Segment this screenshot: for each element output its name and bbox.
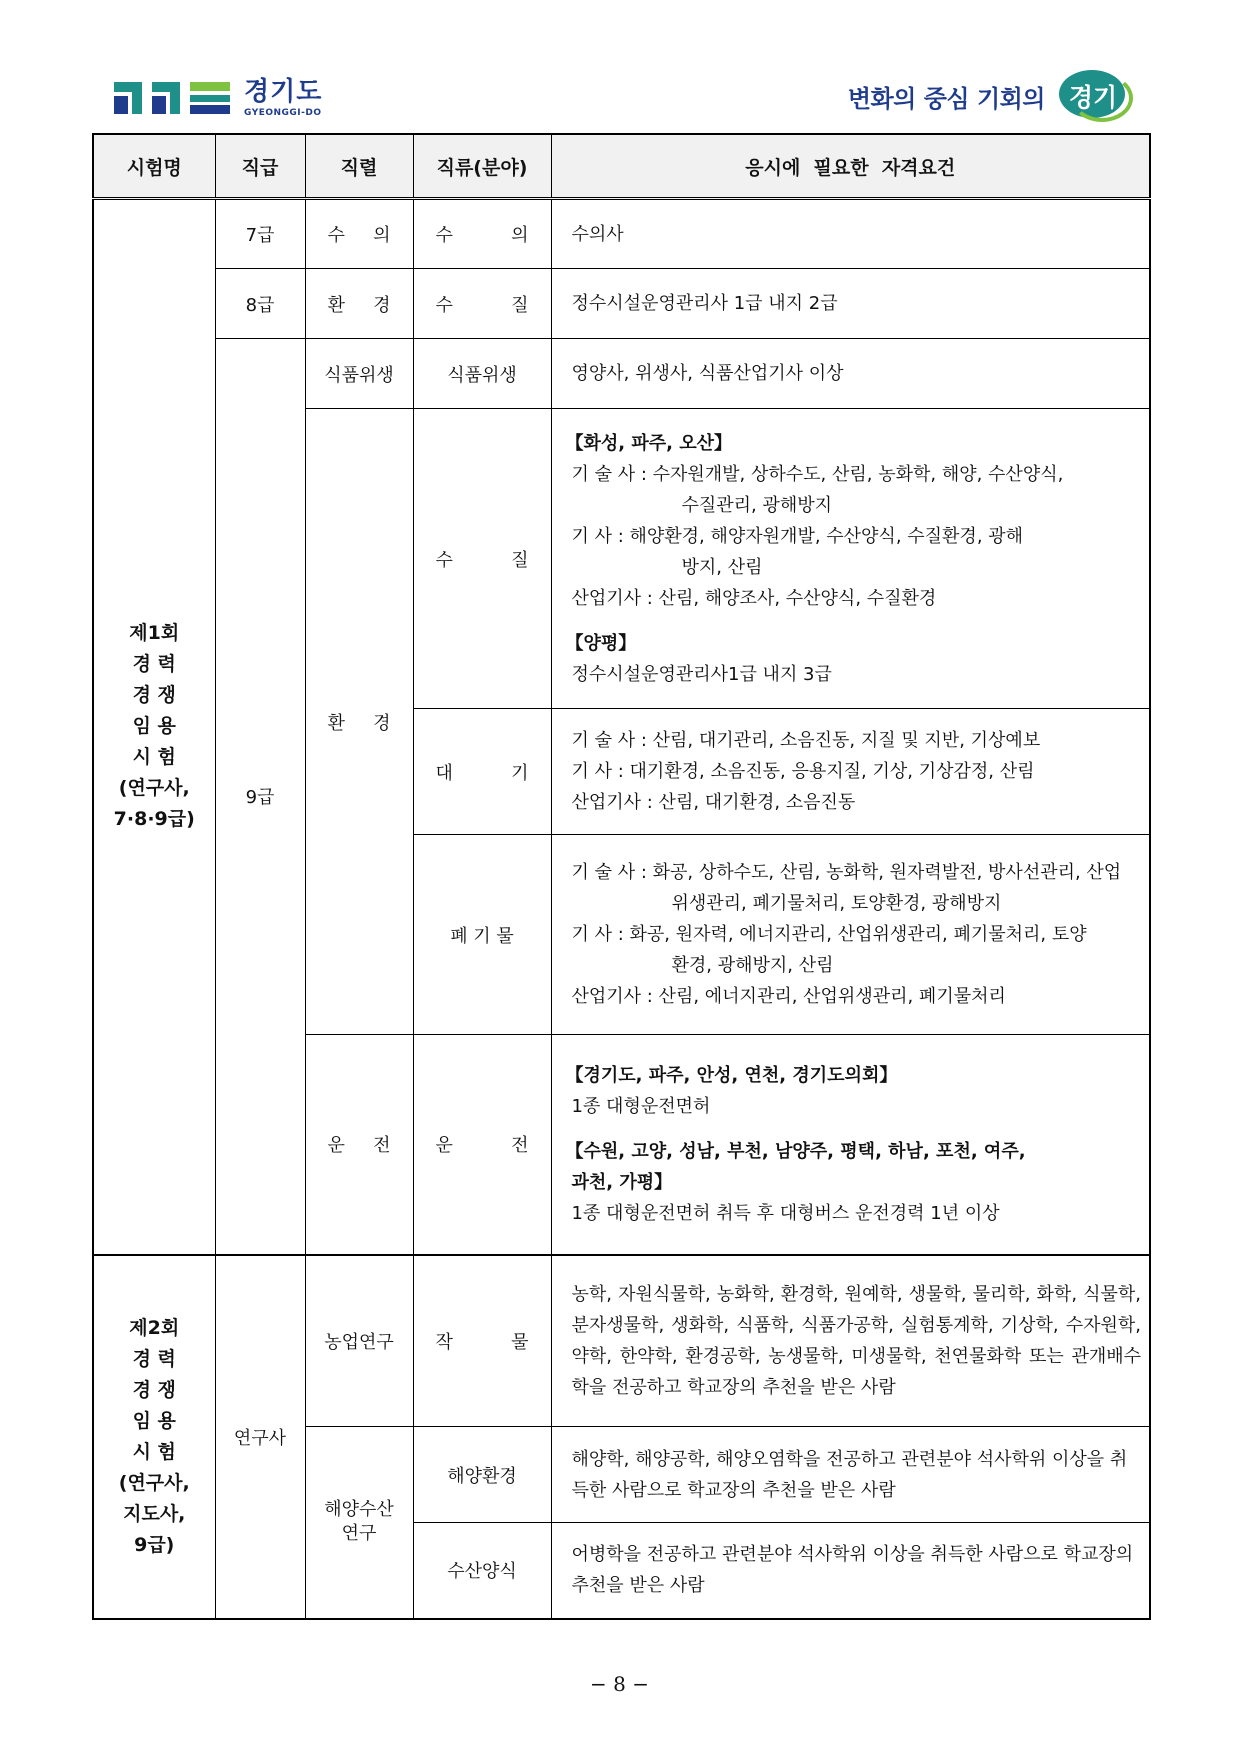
requirement-cell: 【경기도, 파주, 안성, 연천, 경기도의회】 1종 대형운전면허 【수원, 고양, 성남, 부천, 남양주, 평택, 하남, 포천, 여주, 과천, 가평】 1종 대형운전면허 취득 후 대형버스 운전경력 1년 이상	[551, 1035, 1150, 1255]
slogan-badge	[1051, 68, 1135, 124]
series-cell: 해양수산 연구	[305, 1427, 413, 1619]
series-cell: 식품위생	[305, 339, 413, 409]
requirement-cell: 【화성, 파주, 오산】 기 술 사 : 수자원개발, 상하수도, 산림, 농화학, 해양, 수산양식, 수질관리, 광해방지 기 사 : 해양환경, 해양자원개발, 수산양식, 수질환경, 광해 방지, 산림 산업기사 : 산림, 해양조사, 수산양식, 수질환경 【양평】 정수시설운영관리사1급 내지 3급	[551, 409, 1150, 709]
table-row	[93, 1255, 1150, 1427]
branch-cell: 운 전	[413, 1035, 551, 1255]
series-cell: 운 전	[305, 1035, 413, 1255]
branch-cell: 작 물	[413, 1255, 551, 1427]
header-requirements: 응시에 필요한 자격요건	[551, 134, 1150, 199]
gyeonggi-logo-icon	[112, 74, 232, 122]
requirement-cell: 수의사	[551, 199, 1150, 269]
series-cell: 환 경	[305, 409, 413, 1035]
slogan	[848, 68, 1135, 124]
series-cell: 농업연구	[305, 1255, 413, 1427]
logo-korean-text: 경기도	[244, 77, 323, 107]
branch-cell: 수 의	[413, 199, 551, 269]
page-number: − 8 −	[590, 1672, 649, 1696]
slogan-text: 변화의 중심 기회의	[847, 84, 1045, 113]
table-header-row	[93, 134, 1150, 199]
grade-cell: 7급	[215, 199, 305, 269]
branch-cell: 대 기	[413, 709, 551, 835]
series-cell: 수 의	[305, 199, 413, 269]
requirement-cell: 해양학, 해양공학, 해양오염학을 전공하고 관련분야 석사학위 이상을 취득한 사람으로 학교장의 추천을 받은 사람	[551, 1427, 1150, 1523]
grade-cell: 연구사	[215, 1255, 305, 1619]
exam-name-2: 제2회 경 력 경 쟁 임 용 시 험 (연구사, 지도사, 9급)	[93, 1255, 215, 1619]
table-row	[93, 199, 1150, 269]
requirement-cell: 기 술 사 : 산림, 대기관리, 소음진동, 지질 및 지반, 기상예보 기 사 : 대기환경, 소음진동, 응용지질, 기상, 기상감정, 산림 산업기사 : 산림, 대기환경, 소음진동	[551, 709, 1150, 835]
branch-cell: 수 질	[413, 269, 551, 339]
table-row	[93, 339, 1150, 409]
header-series: 직렬	[305, 134, 413, 199]
header-grade: 직급	[215, 134, 305, 199]
branch-cell: 폐 기 물	[413, 835, 551, 1035]
branch-cell: 식품위생	[413, 339, 551, 409]
requirement-cell: 영양사, 위생사, 식품산업기사 이상	[551, 339, 1150, 409]
requirement-cell: 기 술 사 : 화공, 상하수도, 산림, 농화학, 원자력발전, 방사선관리, 산업 위생관리, 폐기물처리, 토양환경, 광해방지 기 사 : 화공, 원자력, 에너지관리, 산업위생관리, 폐기물처리, 토양 환경, 광해방지, 산림 산업기사 : 산림, 에너지관리, 산업위생관리, 폐기물처리	[551, 835, 1150, 1035]
requirement-cell: 어병학을 전공하고 관련분야 석사학위 이상을 취득한 사람으로 학교장의 추천을 받은 사람	[551, 1523, 1150, 1619]
requirement-cell: 농학, 자원식물학, 농화학, 환경학, 원예학, 생물학, 물리학, 화학, 식물학, 분자생물학, 생화학, 식품학, 식품가공학, 실험통계학, 기상학, 수자원학, 약학, 한약학, 환경공학, 농생물학, 미생물학, 천연물화학 또는 관개배수학을 전공하고 학교장의 추천을 받은 사람	[551, 1255, 1150, 1427]
branch-cell: 수산양식	[413, 1523, 551, 1619]
table-row	[93, 269, 1150, 339]
slogan-badge-text: 경기	[1068, 83, 1118, 112]
series-cell: 환 경	[305, 269, 413, 339]
grade-cell: 8급	[215, 269, 305, 339]
grade-cell: 9급	[215, 339, 305, 1255]
requirement-cell: 정수시설운영관리사 1급 내지 2급	[551, 269, 1150, 339]
branch-cell: 수 질	[413, 409, 551, 709]
branch-cell: 해양환경	[413, 1427, 551, 1523]
gyeonggi-logo	[112, 74, 322, 122]
header-exam: 시험명	[93, 134, 215, 199]
header-branch: 직류(분야)	[413, 134, 551, 199]
exam-name-1: 제1회 경 력 경 쟁 임 용 시 험 (연구사, 7·8·9급)	[93, 199, 215, 1255]
qualification-table	[92, 133, 1151, 1620]
logo-english-text: GYEONGGI-DO	[244, 108, 322, 118]
